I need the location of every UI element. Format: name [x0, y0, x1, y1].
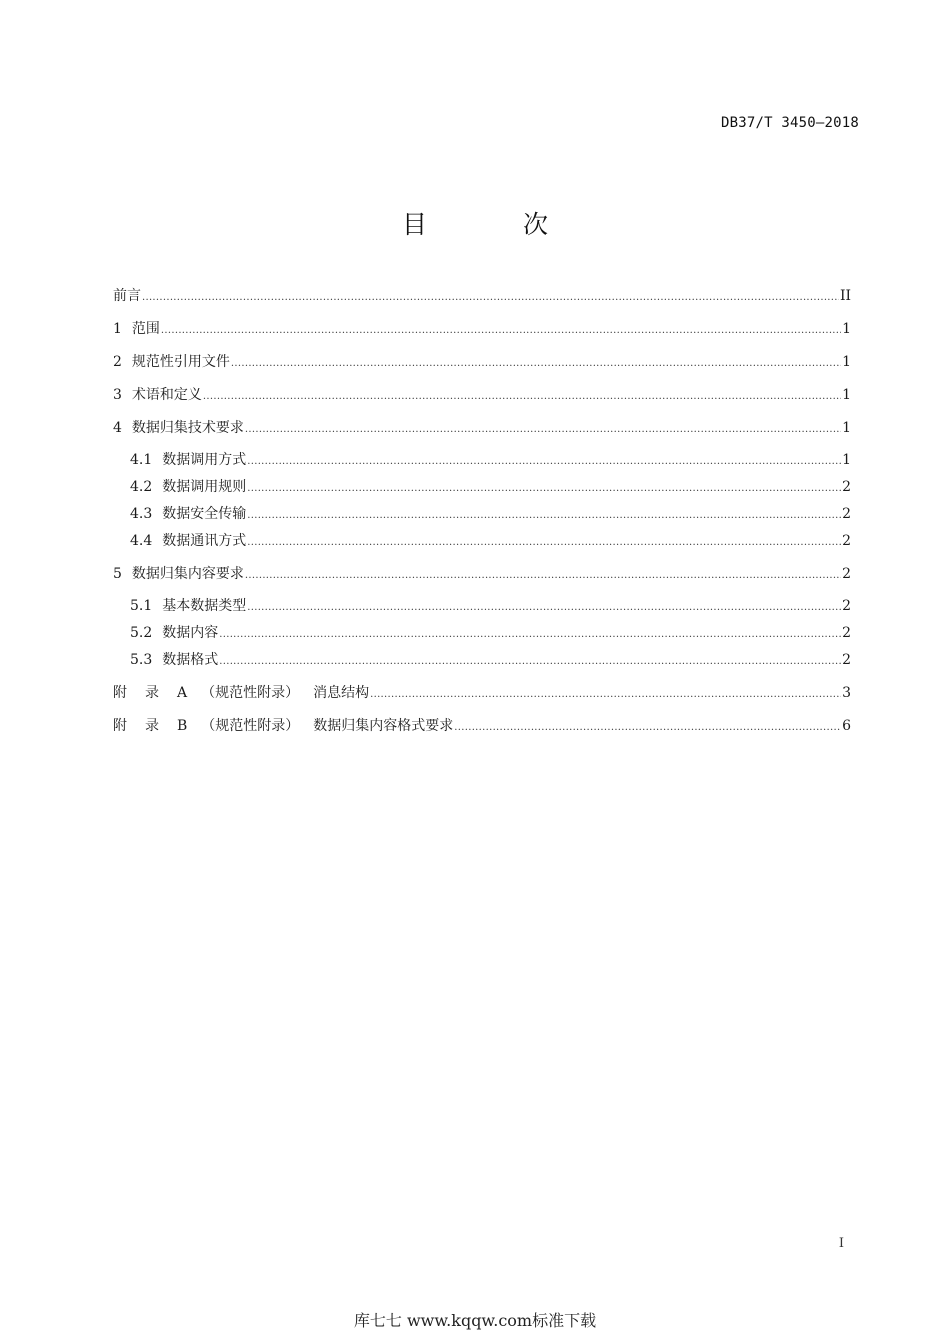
toc-entry-foreword[interactable]	[113, 286, 851, 308]
toc-leader-dots	[247, 533, 841, 553]
toc-leader-dots	[247, 452, 841, 472]
toc-entry-section-5-1[interactable]	[113, 596, 851, 618]
toc-entry-label: 数据归集内容格式要求	[313, 718, 454, 734]
toc-entry-label: 数据安全传输	[162, 506, 247, 522]
toc-entry-page: 6	[842, 718, 851, 734]
toc-entry-page: 2	[842, 625, 851, 641]
toc-annex-word: 附录	[113, 718, 177, 734]
toc-entry-label: 数据格式	[162, 652, 219, 668]
toc-entry-label: 规范性引用文件	[131, 354, 230, 370]
toc-entry-section-4-4[interactable]	[113, 531, 851, 553]
toc-leader-dots	[219, 652, 841, 672]
toc-entry-number: 5.2	[130, 625, 153, 641]
toc-leader-dots	[247, 598, 841, 618]
toc-leader-dots	[231, 354, 841, 374]
toc-annex-type: （规范性附录）	[201, 685, 300, 701]
toc-leader-dots	[370, 685, 841, 705]
toc-leader-dots	[454, 718, 841, 738]
toc-entry-section-5-2[interactable]	[113, 623, 851, 645]
toc-entry-label: 术语和定义	[131, 387, 202, 403]
toc-entry-number: 3	[113, 387, 122, 403]
toc-entry-label: 基本数据类型	[162, 598, 247, 614]
toc-entry-page: 1	[842, 354, 851, 370]
toc-entry-label: 范围	[131, 321, 160, 337]
toc-entry-number: 4.4	[130, 533, 153, 549]
toc-annex-word: 附录	[113, 685, 177, 701]
toc-leader-dots	[219, 625, 841, 645]
toc-entry-number: 5	[113, 566, 122, 582]
toc-entry-annex-b[interactable]	[113, 716, 851, 738]
toc-leader-dots	[142, 288, 839, 308]
toc-entry-number: 4.3	[130, 506, 153, 522]
toc-leader-dots	[161, 321, 841, 341]
toc-entry-page: 1	[842, 387, 851, 403]
toc-leader-dots	[245, 566, 841, 586]
toc-entry-label: 前言	[113, 288, 141, 304]
toc-leader-dots	[247, 506, 841, 526]
toc-entry-section-4-2[interactable]	[113, 477, 851, 499]
toc-entry-section-5[interactable]	[113, 564, 851, 586]
toc-entry-number: 1	[113, 321, 122, 337]
table-of-contents	[113, 286, 851, 738]
toc-entry-label: 消息结构	[313, 685, 370, 701]
toc-entry-page: 2	[842, 652, 851, 668]
standard-code: DB37/T 3450—2018	[720, 115, 859, 131]
toc-entry-page: 3	[842, 685, 851, 701]
toc-entry-label: 数据调用规则	[162, 479, 247, 495]
toc-annex-letter: B	[177, 718, 188, 734]
toc-entry-section-4-1[interactable]	[113, 450, 851, 472]
toc-entry-number: 5.1	[130, 598, 153, 614]
toc-annex-letter: A	[177, 685, 188, 701]
toc-entry-page: 1	[842, 452, 851, 468]
toc-entry-number: 2	[113, 354, 122, 370]
toc-entry-section-3[interactable]	[113, 385, 851, 407]
toc-entry-label: 数据归集技术要求	[131, 420, 244, 436]
toc-entry-page: 2	[842, 598, 851, 614]
toc-entry-page: 1	[842, 420, 851, 436]
toc-entry-page: 2	[842, 506, 851, 522]
toc-entry-section-5-3[interactable]	[113, 650, 851, 672]
toc-entry-page: II	[839, 288, 851, 304]
toc-entry-section-2[interactable]	[113, 352, 851, 374]
toc-entry-section-4[interactable]	[113, 418, 851, 440]
page-title: 目 次	[402, 210, 592, 239]
toc-entry-number: 4.1	[130, 452, 153, 468]
toc-annex-type: （规范性附录）	[201, 718, 300, 734]
toc-entry-label: 数据调用方式	[162, 452, 247, 468]
toc-entry-number: 4	[113, 420, 122, 436]
toc-entry-annex-a[interactable]	[113, 683, 851, 705]
toc-entry-label: 数据归集内容要求	[131, 566, 244, 582]
toc-entry-page: 2	[842, 566, 851, 582]
page-number: I	[838, 1236, 844, 1251]
toc-entry-label: 数据内容	[162, 625, 219, 641]
toc-leader-dots	[203, 387, 841, 407]
toc-leader-dots	[247, 479, 841, 499]
toc-entry-section-1[interactable]	[113, 319, 851, 341]
toc-leader-dots	[245, 420, 841, 440]
toc-entry-number: 4.2	[130, 479, 153, 495]
toc-entry-number: 5.3	[130, 652, 153, 668]
toc-entry-page: 2	[842, 533, 851, 549]
toc-entry-page: 1	[842, 321, 851, 337]
toc-entry-page: 2	[842, 479, 851, 495]
toc-entry-label: 数据通讯方式	[162, 533, 247, 549]
footer-watermark: 库七七 www.kqqw.com标准下载	[353, 1311, 597, 1330]
toc-entry-section-4-3[interactable]	[113, 504, 851, 526]
